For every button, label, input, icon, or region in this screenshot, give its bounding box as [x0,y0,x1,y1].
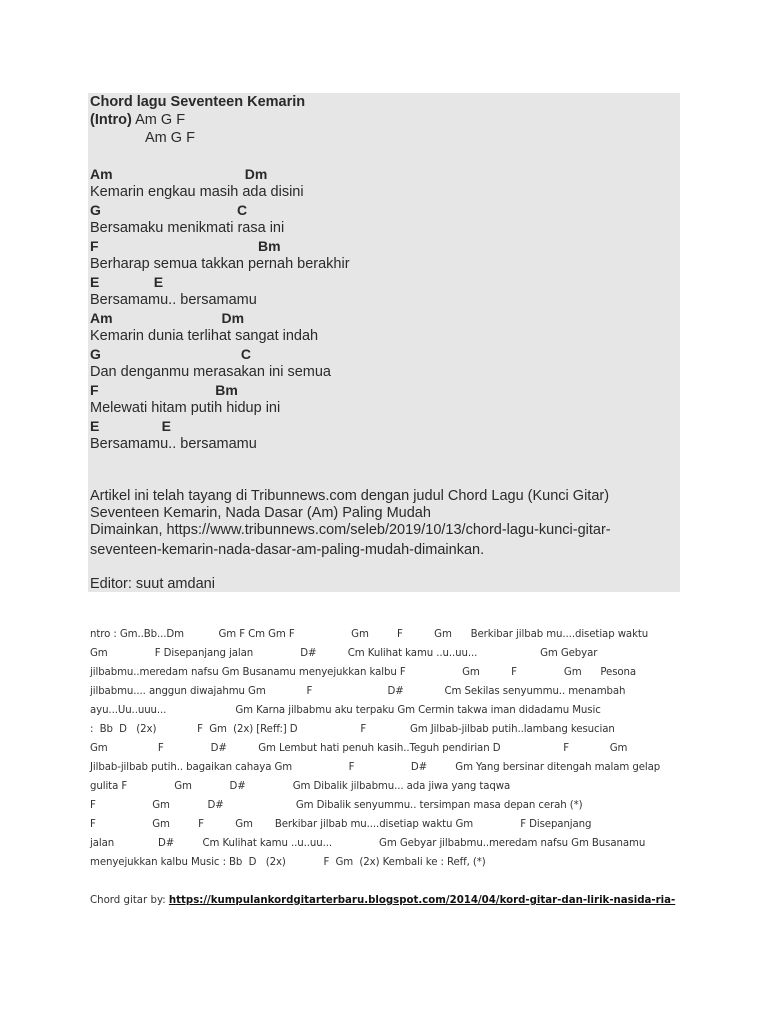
chord-line: F Bm [90,238,281,254]
chord-line: E E [90,274,164,290]
chord-text-line: F Gm D# Gm Dibalik senyummu.. tersimpan masa depan cerah (*) [90,800,583,811]
chord-line: Am Dm [90,310,245,326]
chord-text-line: Jilbab-jilbab putih.. bagaikan cahaya Gm F D# Gm Yang bersinar ditengah malam gelap [90,762,661,773]
editor-line: Editor: suut amdani [90,576,215,592]
article-line: Artikel ini telah tayang di Tribunnews.com dengan judul Chord Lagu (Kunci Gitar) [90,488,610,504]
chord-text-line: jilbabmu..meredam nafsu Gm Busanamu menyejukkan kalbu F Gm F Gm Pesona [90,667,637,678]
lyric-line: Bersamaku menikmati rasa ini [90,220,285,236]
chord-text-line: ntro : Gm..Bb...Dm Gm F Cm Gm F Gm F Gm Berkibar jilbab mu....disetiap waktu [90,629,649,640]
chord-line: G C [90,346,252,362]
credit-link[interactable]: https://kumpulankordgitarterbaru.blogspot.com/2014/04/kord-gitar-dan-lirik-nasida-ria- [168,895,676,906]
lyric-line: Bersamamu.. bersamamu [90,292,257,308]
chord-text-line: Gm F Disepanjang jalan D# Cm Kulihat kamu ..u..uu... Gm Gebyar [90,648,598,659]
article-line: Dimainkan, https://www.tribunnews.com/seleb/2019/10/13/chord-lagu-kunci-gitar- [90,522,611,538]
chord-line: F Bm [90,382,238,398]
article-line: Seventeen Kemarin, Nada Dasar (Am) Paling Mudah [90,505,431,521]
lyric-line: Kemarin engkau masih ada disini [90,184,304,200]
intro-chords: Am G F [131,112,186,128]
lyric-line: Melewati hitam putih hidup ini [90,400,281,416]
chord-text-line: F Gm F Gm Berkibar jilbab mu....disetiap waktu Gm F Disepanjang [90,819,592,830]
lyric-line: Bersamamu.. bersamamu [90,436,257,452]
lyric-line: Berharap semua takkan pernah berakhir [90,256,350,272]
article-line: seventeen-kemarin-nada-dasar-am-paling-mudah-dimainkan. [90,542,485,558]
lyric-line: Kemarin dunia terlihat sangat indah [90,328,319,344]
chord-line: G C [90,202,248,218]
lyric-line: Dan denganmu merasakan ini semua [90,364,331,380]
chord-text-line: jalan D# Cm Kulihat kamu ..u..uu... Gm Gebyar jilbabmu..meredam nafsu Gm Busanamu [90,838,646,849]
chord-text-line: : Bb D (2x) F Gm (2x) [Reff:] D F Gm Jilbab-jilbab putih..lambang kesucian [90,724,615,735]
chord-credit [90,895,675,906]
intro-chords-repeat: Am G F [145,130,195,146]
chord-text-line: Gm F D# Gm Lembut hati penuh kasih..Teguh pendirian D F Gm [90,743,628,754]
chord-text-line: gulita F Gm D# Gm Dibalik jilbabmu... ada jiwa yang taqwa [90,781,511,792]
song-title: Chord lagu Seventeen Kemarin [90,94,306,110]
intro-line [90,111,185,129]
intro-label: (Intro) [90,112,132,128]
chord-text-line: ayu...Uu..uuu... Gm Karna jilbabmu aku terpaku Gm Cermin takwa iman didadamu Music [90,705,601,716]
credit-label: Chord gitar by: [90,895,169,906]
chord-text-line: jilbabmu.... anggun diwajahmu Gm F D# Cm Sekilas senyummu.. menambah [90,686,626,697]
chord-line: Am Dm [90,166,268,182]
chord-line: E E [90,418,171,434]
chord-text-line: menyejukkan kalbu Music : Bb D (2x) F Gm (2x) Kembali ke : Reff, (*) [90,857,486,868]
